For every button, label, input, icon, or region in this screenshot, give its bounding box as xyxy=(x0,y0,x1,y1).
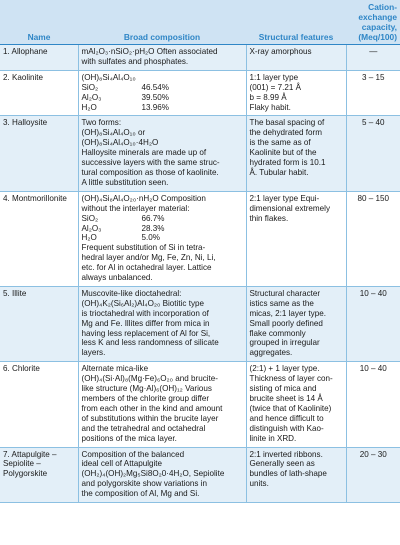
table-row xyxy=(0,362,400,447)
feature-line: brucite sheet is 14 Å xyxy=(249,394,323,403)
composition-line: layers. xyxy=(81,348,106,358)
table-body xyxy=(0,45,400,503)
mineral-name: 2. Kaolinite xyxy=(0,70,78,116)
feature-line: Å. Tubular habit. xyxy=(249,167,309,177)
feature-line: Flaky habit. xyxy=(249,102,291,112)
broad-composition xyxy=(78,70,246,116)
feature-line: Small poorly defined xyxy=(249,318,323,328)
feature-line: (2:1) + 1 layer type. xyxy=(249,364,320,374)
cation-exchange-capacity: 80 – 150 xyxy=(346,191,400,286)
structural-features xyxy=(246,191,346,286)
feature-line: micas, 2:1 layer type. xyxy=(249,308,326,318)
table-row xyxy=(0,45,400,71)
broad-composition xyxy=(78,286,246,361)
header-capacity: Cation-exchange capacity, (Meq/100) xyxy=(346,0,400,45)
table-header xyxy=(0,0,400,45)
cation-exchange-capacity: — xyxy=(346,45,400,71)
feature-line: grouped in irregular xyxy=(249,338,320,348)
composition-line: without the interlayer material: xyxy=(81,203,190,213)
composition-line: less K and less randomness of silicate xyxy=(81,338,219,348)
table-row xyxy=(0,70,400,116)
composition-line: (OH₂)₄(OH)₂Mg₅Si8O₂0·4H₂O, Sepiolite xyxy=(81,469,225,479)
composition-line: and polygorskite show variations in xyxy=(81,479,208,489)
mineral-name: 3. Halloysite xyxy=(0,116,78,191)
structural-features xyxy=(246,116,346,191)
composition-line: like structure (Mg·Al)₆(OH)₁₂ Various xyxy=(81,384,212,394)
composition-line: mAl₂O₃·nSiO₂·pH₂O Often associated xyxy=(81,47,218,56)
table-row xyxy=(0,286,400,361)
feature-line: Generally seen as xyxy=(249,459,315,469)
composition-line: tural composition as those of kaolinite. xyxy=(81,167,219,177)
composition-line: is trioctahedral with incorporation of xyxy=(81,308,209,318)
composition-line: SiO₂ 46.54% xyxy=(81,82,169,92)
composition-line: and the tetrahedral and octahedral xyxy=(81,423,206,433)
composition-line: Muscovite-like dioctahedral: xyxy=(81,288,182,298)
composition-line: etc. for Al in octahedral layer. Lattice xyxy=(81,263,212,273)
composition-line: having less replacement of Al for Si, xyxy=(81,328,211,338)
composition-line: with sulfates and phosphates. xyxy=(81,56,189,66)
header-features: Structural features xyxy=(246,0,346,45)
table-row xyxy=(0,191,400,286)
composition-line: Frequent substitution of Si in tetra- xyxy=(81,243,206,253)
mineral-name: 4. Montmorillonite xyxy=(0,191,78,286)
table-row xyxy=(0,447,400,503)
composition-line: (OH)₄Si₈Al₄O₂₀·nH₂O Composition xyxy=(81,193,206,203)
feature-line: 2:1 layer type Equi- xyxy=(249,193,320,203)
feature-line: 1:1 layer type xyxy=(249,72,299,82)
feature-line: (twice that of Kaolinite) xyxy=(249,403,332,413)
composition-line: (OH)₈Si₄Al₄O₁₀·4H₂O xyxy=(81,138,159,148)
broad-composition xyxy=(78,362,246,447)
composition-line: positions of the mica layer. xyxy=(81,433,177,443)
composition-line: H₂O 13.96% xyxy=(81,102,169,112)
structural-features xyxy=(246,45,346,71)
feature-line: 2:1 inverted ribbons. xyxy=(249,449,323,459)
feature-line: and hence difficult to xyxy=(249,413,324,423)
structural-features xyxy=(246,286,346,361)
cation-exchange-capacity: 5 – 40 xyxy=(346,116,400,191)
feature-line: aggregates. xyxy=(249,348,293,358)
cation-exchange-capacity: 3 – 15 xyxy=(346,70,400,116)
composition-line: (OH)₈Si₄Al₄O₁₀ xyxy=(81,72,136,82)
composition-line: (OH)₄K₂(Si₆Al₂)Al₄O₂₀ Biotitic type xyxy=(81,298,204,308)
feature-line: X-ray amorphous xyxy=(249,47,312,56)
composition-line: of substitutions within the brucite layer xyxy=(81,413,219,423)
composition-line: hedral layer and/or Mg, Fe, Zn, Ni, Li, xyxy=(81,253,216,263)
feature-line: Kaolinite but of the xyxy=(249,148,317,158)
composition-line: Halloysite minerals are made up of xyxy=(81,148,207,158)
feature-line: hydrated form is 10.1 xyxy=(249,158,326,168)
composition-line: ideal cell of Attapulgite xyxy=(81,459,163,469)
composition-line: H₂O 5.0% xyxy=(81,233,160,243)
broad-composition xyxy=(78,45,246,71)
cation-exchange-capacity: 10 – 40 xyxy=(346,362,400,447)
feature-line: Thickness of layer con- xyxy=(249,374,333,384)
feature-line: the dehydrated form xyxy=(249,128,322,138)
composition-line: always unbalanced. xyxy=(81,273,153,283)
feature-line: distinguish with Kao- xyxy=(249,423,324,433)
feature-line: thin flakes. xyxy=(249,213,289,223)
table-row xyxy=(0,116,400,191)
composition-line: (OH)₄(Si·Al)₈(Mg·Fe)₆O₂₀ and brucite- xyxy=(81,374,218,384)
cation-exchange-capacity: 20 – 30 xyxy=(346,447,400,503)
composition-line: Alternate mica-like xyxy=(81,364,149,374)
header-composition: Broad composition xyxy=(78,0,246,45)
feature-line: istics same as the xyxy=(249,298,314,308)
structural-features xyxy=(246,70,346,116)
composition-line: Al₂O₃ 39.50% xyxy=(81,92,169,102)
feature-line: units. xyxy=(249,479,269,489)
feature-line: The basal spacing of xyxy=(249,118,325,128)
mineral-name: 5. Illite xyxy=(0,286,78,361)
feature-line: b = 8.99 Å xyxy=(249,92,287,102)
feature-line: dimensional extremely xyxy=(249,203,331,213)
cation-exchange-capacity: 10 – 40 xyxy=(346,286,400,361)
mineral-name: 1. Allophane xyxy=(0,45,78,71)
composition-line: the composition of Al, Mg and Si. xyxy=(81,489,200,499)
feature-line: (001) = 7.21 Å xyxy=(249,82,302,92)
feature-line: sisting of mica and xyxy=(249,384,317,394)
broad-composition xyxy=(78,191,246,286)
structural-features xyxy=(246,447,346,503)
composition-line: Composition of the balanced xyxy=(81,449,185,459)
feature-line: bundles of lath-shape xyxy=(249,469,327,479)
composition-line: A little substitution seen. xyxy=(81,177,169,187)
composition-line: from each other in the kind and amount xyxy=(81,403,223,413)
header-name: Name xyxy=(0,0,78,45)
composition-line: successive layers with the same struc- xyxy=(81,158,220,168)
composition-line: Al₂O₃ 28.3% xyxy=(81,223,165,233)
broad-composition xyxy=(78,116,246,191)
composition-line: SiO₂ 66.7% xyxy=(81,213,165,223)
feature-line: linite in XRD. xyxy=(249,433,297,443)
composition-line: Mg and Fe. Illites differ from mica in xyxy=(81,318,210,328)
feature-line: flake commonly xyxy=(249,328,306,338)
mineral-name: 7. Attapulgite – Sepiolite – Polygorskite xyxy=(0,447,78,503)
composition-line: (OH)₈Si₄Al₄O₁₀ or xyxy=(81,128,146,138)
broad-composition xyxy=(78,447,246,503)
feature-line: Structural character xyxy=(249,288,321,298)
mineral-name: 6. Chlorite xyxy=(0,362,78,447)
feature-line: is the same as of xyxy=(249,138,311,148)
structural-features xyxy=(246,362,346,447)
composition-line: members of the chlorite group differ xyxy=(81,394,210,403)
composition-line: Two forms: xyxy=(81,118,122,128)
